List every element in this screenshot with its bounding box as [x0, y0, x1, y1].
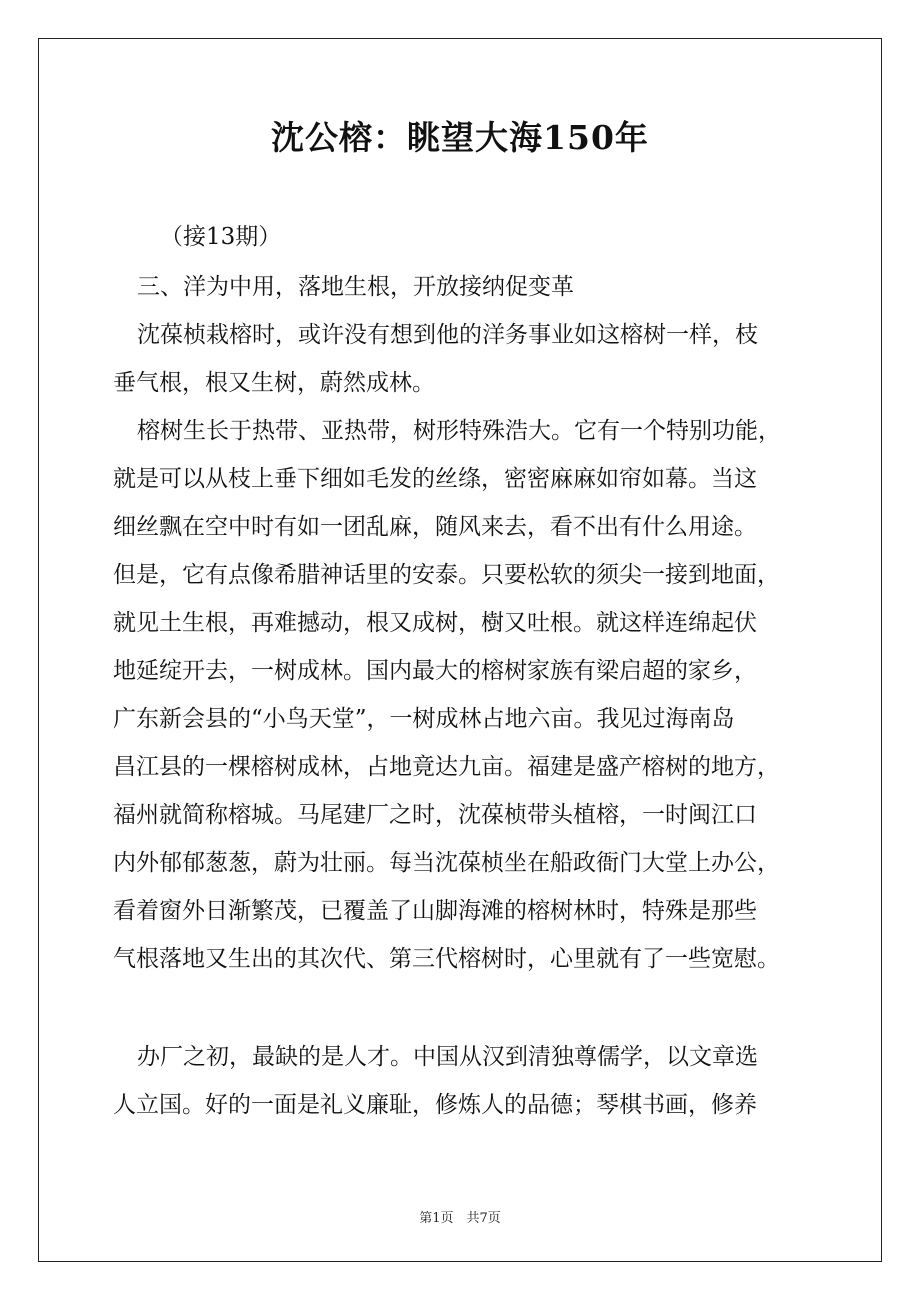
page-title: 沈公榕：眺望大海150年 — [271, 118, 649, 157]
text-line: 人立国。好的一面是礼义廉耻，修炼人的品德；琴棋书画，修养 — [113, 1092, 757, 1118]
text-line: 气根落地又生出的其次代、第三代榕树时，心里就有了一些宽慰。 — [113, 946, 780, 972]
text-line: 就见土生根，再难撼动，根又成树，樹又吐根。就这样连绵起伏 — [113, 610, 757, 636]
text-line: 广东新会县的“小鸟天堂”，一树成林占地六亩。我见过海南岛 — [113, 706, 735, 732]
issue-note: （接13期） — [160, 224, 282, 250]
section-heading: 三、洋为中用，落地生根，开放接纳促变革 — [137, 274, 574, 300]
text-line: 细丝飘在空中时有如一团乱麻，随风来去，看不出有什么用途。 — [113, 514, 757, 540]
text-line: 榕树生长于热带、亚热带，树形特殊浩大。它有一个特别功能， — [137, 418, 781, 444]
text-line: 垂气根，根又生树，蔚然成林。 — [113, 370, 435, 396]
text-line: 内外郁郁葱葱，蔚为壮丽。每当沈葆桢坐在船政衙门大堂上办公， — [113, 850, 780, 876]
page-footer: 第1页 共7页 — [419, 1211, 501, 1226]
text-line: 看着窗外日渐繁茂，已覆盖了山脚海滩的榕树林时，特殊是那些 — [113, 898, 757, 924]
text-line: 但是，它有点像希腊神话里的安泰。只要松软的须尖一接到地面， — [113, 562, 780, 588]
text-line: 地延绽开去，一树成林。国内最大的榕树家族有梁启超的家乡， — [113, 658, 757, 684]
text-line: 福州就简称榕城。马尾建厂之时，沈葆桢带头植榕，一时闽江口 — [113, 802, 757, 828]
text-line: 就是可以从枝上垂下细如毛发的丝绦，密密麻麻如帘如幕。当这 — [113, 466, 757, 492]
text-line: 昌江县的一棵榕树成林，占地竟达九亩。福建是盛产榕树的地方， — [113, 754, 780, 780]
text-line: 办厂之初，最缺的是人才。中国从汉到清独尊儒学，以文章选 — [137, 1044, 758, 1070]
text-line: 沈葆桢栽榕时，或许没有想到他的洋务事业如这榕树一样，枝 — [137, 322, 758, 348]
